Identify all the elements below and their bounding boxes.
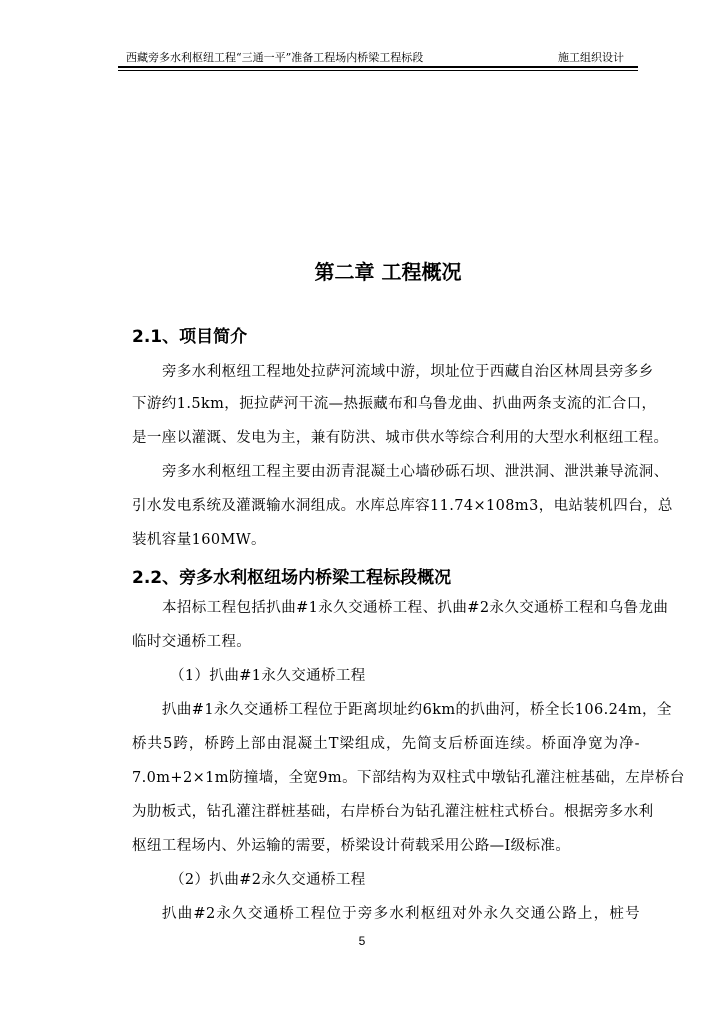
paragraph-line: 桥共5跨，桥跨上部由混凝土T梁组成，先简支后桥面连续。桥面净宽为净- — [132, 736, 640, 752]
paragraph-line: 是一座以灌溉、发电为主，兼有防洪、城市供水等综合利用的大型水利枢纽工程。 — [132, 430, 669, 446]
section-heading-2-1: 2.1、项目简介 — [132, 327, 248, 347]
paragraph-line: 扒曲#1永久交通桥工程位于距离坝址约6km的扒曲河，桥全长106.24m，全 — [162, 702, 672, 718]
paragraph-line: 扒曲#2永久交通桥工程位于旁多水利枢纽对外永久交通公路上，桩号 — [162, 906, 640, 922]
paragraph-line: 引水发电系统及灌溉输水洞组成。水库总库容11.74×108m3，电站装机四台，总 — [132, 498, 673, 514]
header-project-title: 西藏旁多水利枢纽工程“三通一平”准备工程场内桥梁工程标段 — [126, 51, 424, 64]
paragraph-line: 装机容量160MW。 — [132, 532, 266, 548]
subsection-heading: （2）扒曲#2永久交通桥工程 — [170, 872, 366, 888]
header-rule-thin — [118, 70, 638, 71]
paragraph-line: 枢纽工程场内、外运输的需要，桥梁设计荷载采用公路—Ⅰ级标准。 — [132, 838, 571, 854]
paragraph-line: 7.0m+2×1m防撞墙，全宽9m。下部结构为双柱式中墩钻孔灌注桩基础，左岸桥台 — [132, 770, 685, 786]
chapter-title: 第二章 工程概况 — [314, 260, 462, 284]
paragraph-line: 为肋板式，钻孔灌注群桩基础，右岸桥台为钻孔灌注桩柱式桥台。根据旁多水利 — [132, 804, 654, 820]
header-rule-thick — [118, 66, 638, 68]
page-number: 5 — [358, 934, 366, 948]
header-doc-type: 施工组织设计 — [558, 51, 624, 64]
paragraph-line: 临时交通桥工程。 — [132, 634, 252, 650]
section-heading-2-2: 2.2、旁多水利枢纽场内桥梁工程标段概况 — [132, 568, 452, 588]
paragraph-line: 旁多水利枢纽工程主要由沥青混凝土心墙砂砾石坝、泄洪洞、泄洪兼导流洞、 — [162, 464, 669, 480]
paragraph-line: 旁多水利枢纽工程地处拉萨河流域中游，坝址位于西藏自治区林周县旁多乡 — [162, 364, 654, 380]
paragraph-line: 本招标工程包括扒曲#1永久交通桥工程、扒曲#2永久交通桥工程和乌鲁龙曲 — [162, 600, 669, 616]
subsection-heading: （1）扒曲#1永久交通桥工程 — [170, 668, 366, 684]
paragraph-line: 下游约1.5km，扼拉萨河干流—热振藏布和乌鲁龙曲、扒曲两条支流的汇合口， — [132, 396, 657, 412]
